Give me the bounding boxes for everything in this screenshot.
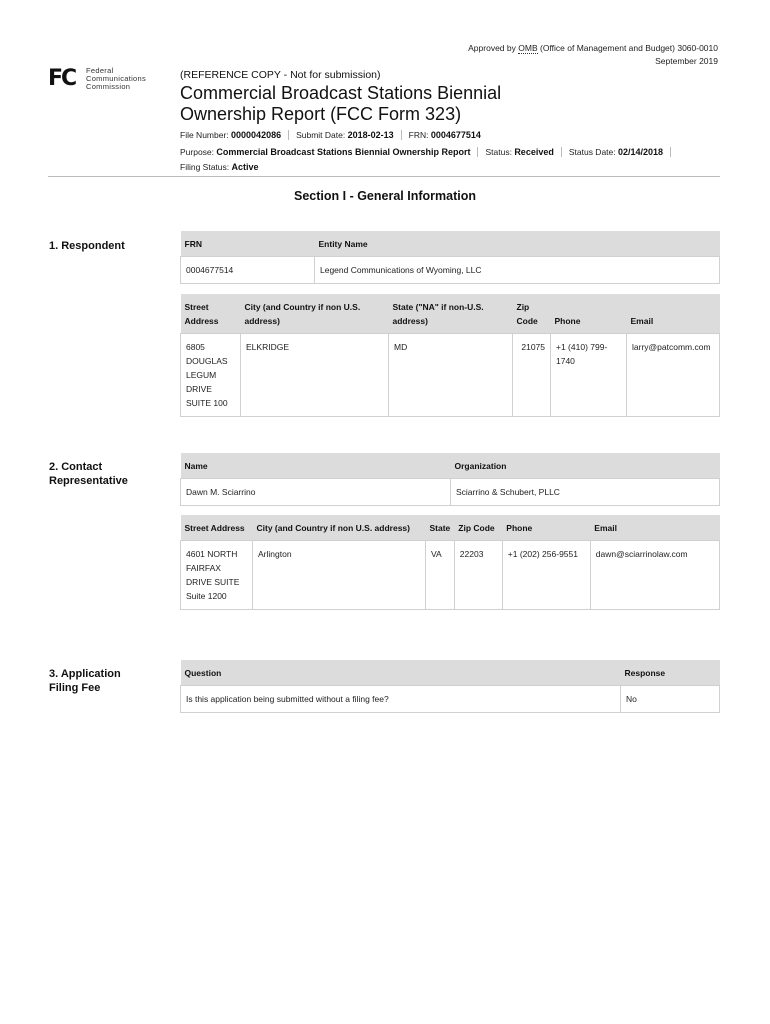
approval-date: September 2019 — [655, 56, 718, 66]
fcc-logo-mark-icon: FC — [48, 66, 76, 91]
filing-status-value: Active — [231, 162, 259, 172]
col-entity-name: Entity Name — [315, 231, 720, 257]
cell-question: Is this application being submitted without a filing fee? — [181, 686, 621, 713]
cell-phone: +1 (410) 799-1740 — [551, 334, 627, 417]
fee-label-line-1: 3. Application — [49, 668, 121, 680]
fcc-logo — [48, 66, 158, 92]
col-zip: Zip Code — [454, 515, 502, 541]
frn: FRN: 0004677514 — [408, 130, 481, 140]
table-header-row — [181, 231, 720, 257]
col-city: City (and Country if non U.S. address) — [241, 294, 389, 334]
respondent-address-table — [180, 294, 720, 417]
filing-status-label: Filing Status: — [180, 162, 230, 172]
col-phone: Phone — [502, 515, 590, 541]
col-frn: FRN — [181, 231, 315, 257]
cell-entity-name: Legend Communications of Wyoming, LLC — [315, 257, 720, 284]
cell-email: larry@patcomm.com — [627, 334, 720, 417]
agency-name — [86, 67, 146, 91]
status-date: Status Date: 02/14/2018 — [569, 147, 671, 157]
table-header-row — [181, 294, 720, 334]
contact-representative-label — [49, 460, 128, 488]
col-state: State ("NA" if non-U.S. address) — [389, 294, 513, 334]
cell-state: MD — [389, 334, 513, 417]
agency-line-2: Communications — [86, 74, 147, 83]
cell-state: VA — [426, 541, 455, 610]
approval-text: (Office of Management and Budget) 3060-0010 — [540, 43, 718, 53]
reference-copy-note: (REFERENCE COPY - Not for submission) — [180, 69, 381, 81]
table-row — [181, 686, 720, 713]
cell-frn: 0004677514 — [181, 257, 315, 284]
table-header-row — [181, 453, 720, 479]
col-email: Email — [627, 294, 720, 334]
omb-approval — [468, 42, 718, 68]
col-street: Street Address — [181, 515, 253, 541]
agency-line-1: Federal — [86, 66, 114, 75]
page-title: Commercial Broadcast Stations Biennial Ownership Report (FCC Form 323) — [180, 83, 502, 124]
agency-line-3: Commission — [86, 82, 131, 91]
col-city: City (and Country if non U.S. address) — [253, 515, 426, 541]
table-row — [181, 257, 720, 284]
submit-date: Submit Date: 2018-02-13 — [296, 130, 402, 140]
cell-name: Dawn M. Sciarrino — [181, 479, 451, 506]
col-name: Name — [181, 453, 451, 479]
cell-street: 4601 NORTH FAIRFAX DRIVE SUITE Suite 1200 — [181, 541, 253, 610]
respondent-label: 1. Respondent — [49, 240, 125, 252]
status: Status: Received — [485, 147, 561, 157]
omb-abbreviation: OMB — [518, 43, 538, 53]
table-row — [181, 479, 720, 506]
filing-status — [180, 162, 259, 172]
cell-organization: Sciarrino & Schubert, PLLC — [451, 479, 720, 506]
contact-label-line-1: 2. Contact — [49, 461, 103, 473]
approval-prefix: Approved by — [468, 43, 516, 53]
filing-meta-row-2 — [180, 147, 678, 157]
purpose: Purpose: Commercial Broadcast Stations Biennial Ownership Report — [180, 147, 478, 157]
contact-name-table — [180, 453, 720, 506]
col-zip: Zip Code — [513, 294, 551, 334]
fee-label-line-2: Filing Fee — [49, 682, 101, 694]
table-row — [181, 541, 720, 610]
col-organization: Organization — [451, 453, 720, 479]
cell-email: dawn@sciarrinolaw.com — [590, 541, 719, 610]
cell-city: Arlington — [253, 541, 426, 610]
col-state: State — [426, 515, 455, 541]
file-number: File Number: 0000042086 — [180, 130, 289, 140]
section-title: Section I - General Information — [294, 189, 476, 203]
col-street: Street Address — [181, 294, 241, 334]
table-header-row — [181, 660, 720, 686]
filing-fee-label — [49, 667, 121, 695]
col-question: Question — [181, 660, 621, 686]
contact-address-table — [180, 515, 720, 610]
cell-response: No — [621, 686, 720, 713]
cell-city: ELKRIDGE — [241, 334, 389, 417]
header-divider — [48, 176, 720, 177]
cell-zip: 21075 — [513, 334, 551, 417]
col-response: Response — [621, 660, 720, 686]
filing-meta-row-1 — [180, 130, 495, 140]
table-row — [181, 334, 720, 417]
respondent-entity-table — [180, 231, 720, 284]
contact-label-line-2: Representative — [49, 475, 128, 487]
filing-fee-table — [180, 660, 720, 713]
cell-phone: +1 (202) 256-9551 — [502, 541, 590, 610]
cell-zip: 22203 — [454, 541, 502, 610]
table-header-row — [181, 515, 720, 541]
col-phone: Phone — [551, 294, 627, 334]
cell-street: 6805 DOUGLAS LEGUM DRIVE SUITE 100 — [181, 334, 241, 417]
col-email: Email — [590, 515, 719, 541]
